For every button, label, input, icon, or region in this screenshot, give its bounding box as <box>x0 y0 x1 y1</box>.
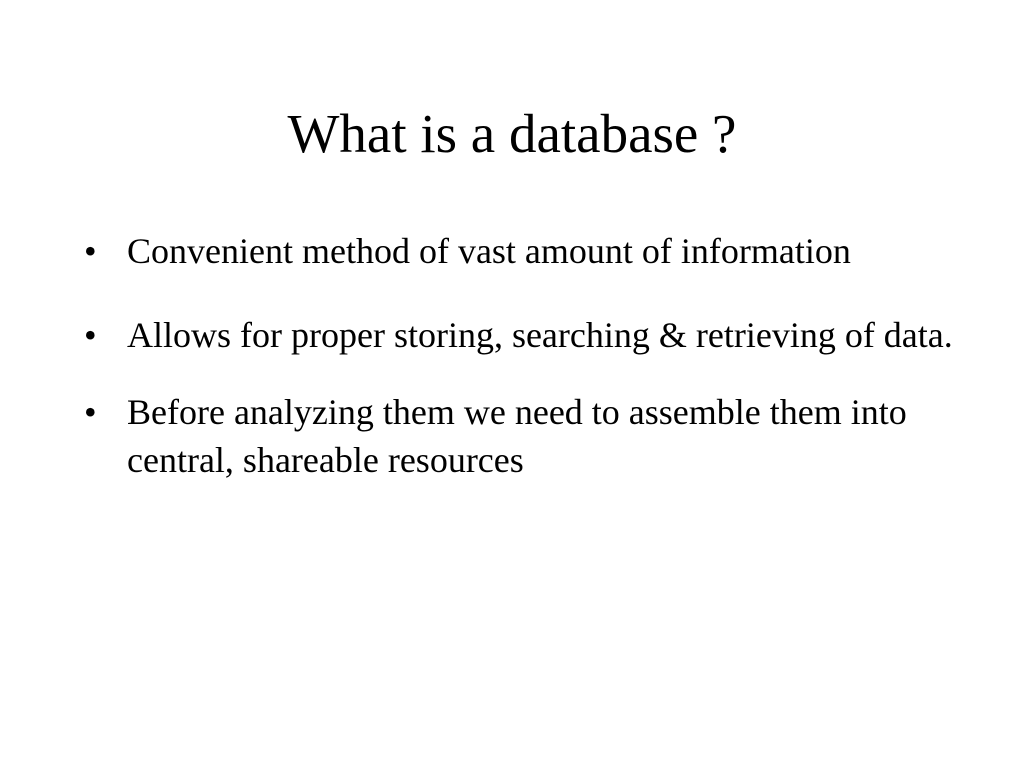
bullet-item <box>84 388 964 484</box>
bullet-item <box>84 227 964 275</box>
bullet-text: Allows for proper storing, searching & retrieving of data. <box>127 315 953 355</box>
bullet-icon: • <box>84 231 97 271</box>
bullet-text: Convenient method of vast amount of information <box>127 231 851 271</box>
bullet-icon: • <box>84 392 97 432</box>
bullet-item <box>84 311 964 359</box>
bullet-icon: • <box>84 315 97 355</box>
bullet-list <box>84 227 964 520</box>
slide-title: What is a database ? <box>287 103 737 164</box>
bullet-text: Before analyzing them we need to assemble them into central, shareable resources <box>127 392 907 480</box>
